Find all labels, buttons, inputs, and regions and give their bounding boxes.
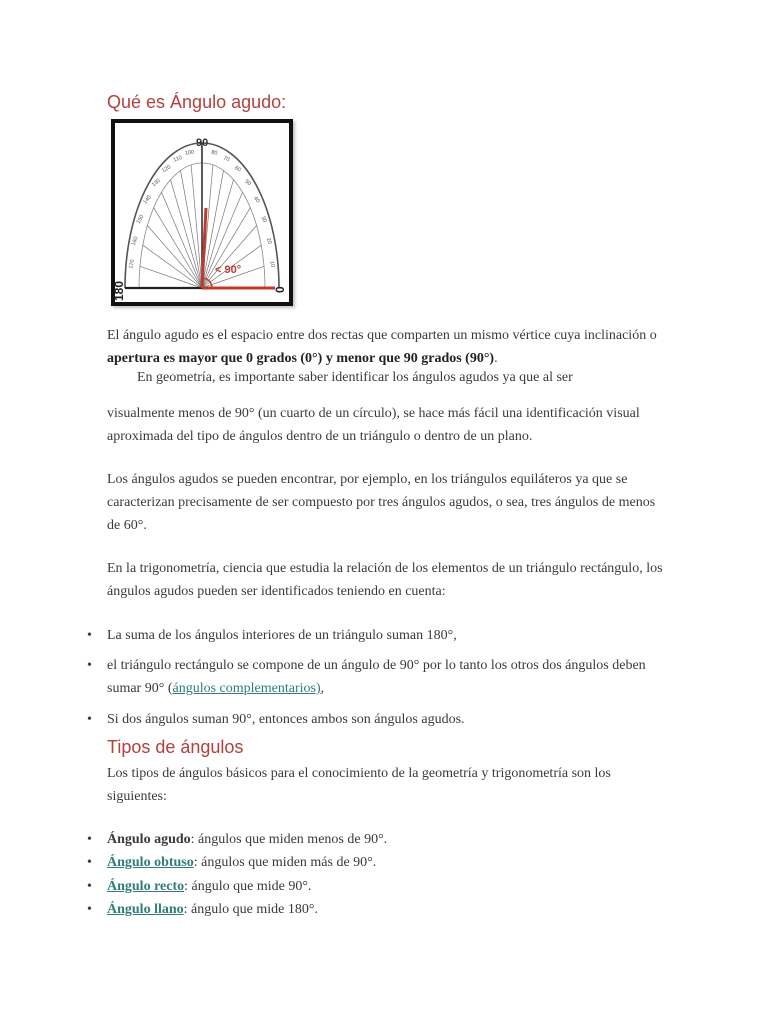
list-item-text <box>107 828 667 851</box>
list-item-text <box>107 875 667 898</box>
paragraph-tipos-intro: Los tipos de ángulos básicos para el conocimiento de la geometría y trigonometría son los siguientes: <box>107 766 611 804</box>
bullet-dot: • <box>87 712 92 727</box>
paragraph-definition <box>107 324 667 370</box>
paragraph-geometry-first-line: En geometría, es importante saber identificar los ángulos agudos ya que al ser <box>137 370 573 385</box>
scale-label: 80 <box>210 149 218 157</box>
bullet-dot: • <box>87 855 92 870</box>
bullet-dot: • <box>87 879 92 894</box>
scale-label: 120 <box>161 164 172 175</box>
list-item-text: La suma de los ángulos interiores de un triángulo suman 180°, <box>107 628 457 643</box>
bullet-dot: • <box>87 658 92 673</box>
list-item-text <box>107 898 667 921</box>
label-180: 180 <box>112 280 126 301</box>
protractor-figure <box>111 119 293 306</box>
scale-label: 70 <box>222 155 231 164</box>
link-angulo-llano[interactable]: Ángulo llano <box>107 902 184 917</box>
scale-label: 130 <box>150 177 162 189</box>
scale-label: 60 <box>233 165 242 174</box>
list-item-text: Si dos ángulos suman 90°, entonces ambos son ángulos agudos. <box>107 712 465 727</box>
scale-label: 150 <box>135 214 146 225</box>
list-item-text <box>107 654 667 700</box>
scale-label: 30 <box>259 215 268 224</box>
term-description: : ángulo que mide 90°. <box>184 879 312 894</box>
link-angulo-recto[interactable]: Ángulo recto <box>107 879 185 894</box>
list-item-text-a: el triángulo rectángulo se compone de un ángulo de 90° por lo tanto los otros dos ángulos deben sumar 90° ( <box>107 658 646 696</box>
scale-label: 140 <box>142 194 153 206</box>
scale-label: 50 <box>243 178 252 188</box>
list-item-text <box>107 851 667 874</box>
bullet-dot: • <box>87 902 92 917</box>
paragraph-trigonometry: En la trigonometría, ciencia que estudia la relación de los elementos de un triángulo rectángulo, los ángulos agudos pueden ser identificados teniendo en cuenta: <box>107 561 663 599</box>
paragraph-definition-bold: apertura es mayor que 0 grados (0°) y menor que 90 grados (90°) <box>107 351 495 366</box>
list-item-text-b: , <box>320 681 325 696</box>
scale-label: 160 <box>130 235 140 247</box>
protractor-svg <box>112 123 289 302</box>
term-description: : ángulo que mide 180°. <box>183 902 318 917</box>
scale-label: 40 <box>252 195 261 205</box>
scale-label: 110 <box>172 154 183 164</box>
label-0: 0 <box>273 286 287 293</box>
term-description: : ángulos que miden menos de 90°. <box>190 832 388 847</box>
link-angulo-obtuso[interactable]: Ángulo obtuso <box>107 855 194 870</box>
scale-label: 100 <box>184 149 195 157</box>
scale-label: 20 <box>264 237 273 246</box>
scale-label: 170 <box>128 259 136 270</box>
heading-que-es-angulo-agudo: Qué es Ángulo agudo: <box>107 92 287 112</box>
label-90: 90 <box>196 137 209 149</box>
term-description: : ángulos que miden más de 90°. <box>193 855 377 870</box>
paragraph-geometry-rest: visualmente menos de 90° (un cuarto de un círculo), se hace más fácil una identificación visual aproximada del tipo de ángulos dentro de un triángulo o dentro de un plano. <box>107 406 640 444</box>
bullet-dot: • <box>87 628 92 643</box>
paragraph-definition-text: El ángulo agudo es el espacio entre dos rectas que comparten un mismo vértice cuya inclinación o <box>107 328 657 343</box>
scale-label: 10 <box>268 260 276 268</box>
term-angulo-agudo: Ángulo agudo <box>107 832 191 847</box>
paragraph-definition-end: . <box>494 351 498 366</box>
heading-tipos-de-angulos: Tipos de ángulos <box>107 737 244 757</box>
angle-label: < 90° <box>215 264 242 276</box>
paragraph-equilateral: Los ángulos agudos se pueden encontrar, por ejemplo, en los triángulos equiláteros ya que se caracterizan precisamente de ser compuesto por tres ángulos agudos, o sea, tres ángulos de menos de 60°. <box>107 472 656 533</box>
bullet-dot: • <box>87 832 92 847</box>
link-angulos-complementarios[interactable]: ángulos complementarios) <box>172 681 321 696</box>
